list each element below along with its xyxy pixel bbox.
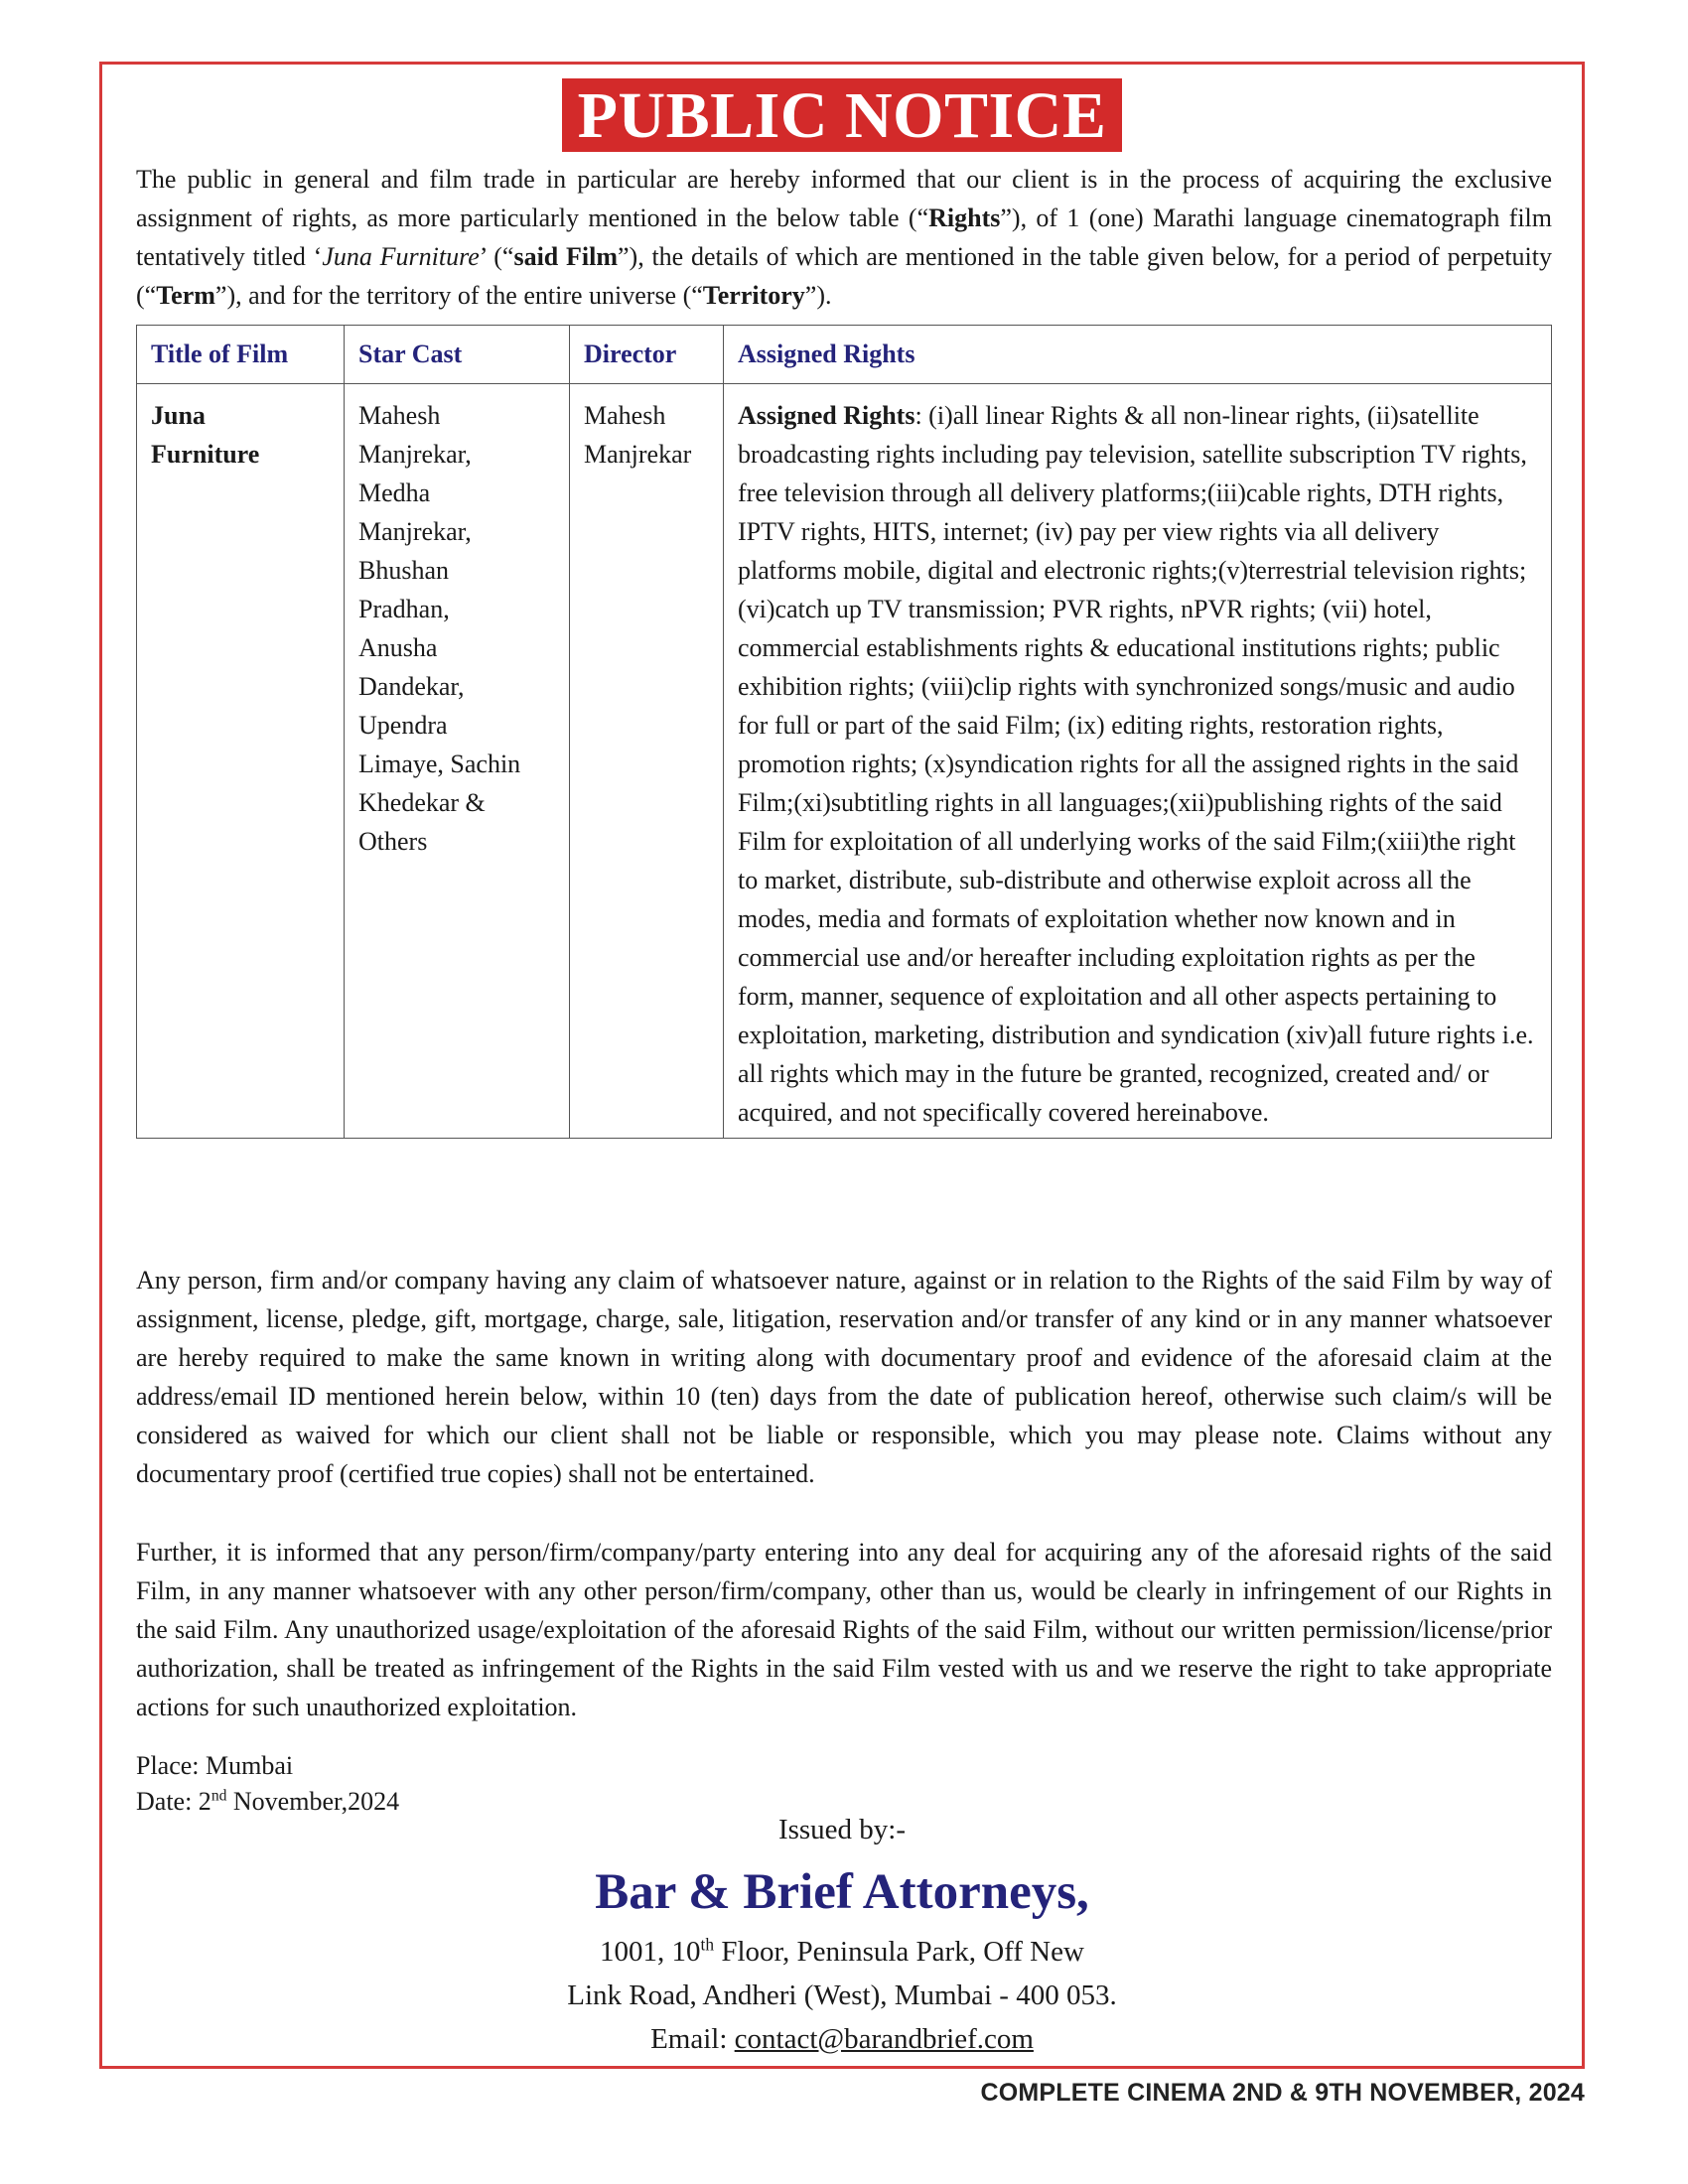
notice-frame: [99, 62, 1585, 2069]
address-line-1-suffix: Floor, Peninsula Park, Off New: [714, 1936, 1084, 1968]
film-title-line: Juna: [151, 401, 206, 430]
cast-line: Mahesh: [358, 401, 441, 430]
date-suffix: November,2024: [226, 1787, 400, 1816]
title-wrap: [102, 78, 1582, 152]
cast-line: Dandekar,: [358, 672, 465, 701]
email-link[interactable]: contact@barandbrief.com: [734, 2023, 1034, 2055]
claims-paragraph: Any person, firm and/or company having any claim of whatsoever nature, against or in relation to the Rights of the said Film by way of assignment, license, pledge, gift, mortgage, charge, sale, litigation, reservation and/or transfer of any kind or in any manner whatsoever are hereby required to make the same known in writing along with documentary proof and evidence of the aforesaid claim at the address/email ID mentioned herein below, within 10 (ten) days from the date of publication hereof, otherwise such claim/s will be considered as waived for which our client shall not be liable or responsible, which you may please note. Claims without any documentary proof (certified true copies) shall not be entertained.: [136, 1266, 1552, 1488]
intro-bold-territory: Territory: [702, 281, 805, 310]
intro-bold-rights: Rights: [928, 204, 1001, 232]
further-paragraph: Further, it is informed that any person/firm/company/party entering into any deal for acquiring any of the aforesaid rights of the said Film, in any manner whatsoever with any other person/firm/company, other than us, would be clearly in infringement of our Rights in the said Film. Any unauthorized usage/exploitation of the aforesaid Rights of the said Film, without our written permission/license/prior authorization, shall be treated as infringement of the Rights in the said Film vested with us and we reserve the right to take appropriate actions for such unauthorized exploitation.: [136, 1538, 1552, 1721]
intro-text-2: ”), of 1 (one) Marathi language cinematograph film tentatively titled ‘: [136, 204, 1552, 271]
cast-line: Others: [358, 827, 428, 856]
date-sup: nd: [211, 1787, 227, 1805]
header-title-of-film: Title of Film: [137, 326, 345, 384]
place-date-block: [136, 1748, 399, 1820]
header-assigned-rights: Assigned Rights: [724, 326, 1552, 384]
cast-line: Anusha: [358, 633, 438, 662]
intro-text-5: ”), and for the territory of the entire universe (“: [214, 281, 703, 310]
header-director: Director: [570, 326, 724, 384]
place: Place: Mumbai: [136, 1751, 294, 1780]
intro-text-6: ”).: [804, 281, 832, 310]
email-line: [650, 2023, 1034, 2055]
intro-bold-said-film: said Film: [513, 242, 619, 271]
intro-bold-term: Term: [156, 281, 215, 310]
header-star-cast: Star Cast: [345, 326, 570, 384]
address-line-1: [600, 1936, 1084, 1968]
address-block: [102, 1930, 1582, 2061]
address-line-1-sup: th: [700, 1934, 715, 1955]
film-title-line: Furniture: [151, 440, 260, 469]
intro-paragraph: [136, 160, 1552, 315]
cast-line: Manjrekar,: [358, 440, 472, 469]
film-title-cell: [137, 384, 345, 1139]
table-header-row: [137, 326, 1552, 384]
notice-title: PUBLIC NOTICE: [562, 78, 1123, 152]
cast-line: Limaye, Sachin: [358, 750, 521, 778]
firm-name: Bar & Brief Attorneys,: [595, 1864, 1089, 1920]
address-line-2: Link Road, Andheri (West), Mumbai - 400 053.: [567, 1979, 1117, 2011]
assigned-rights-text: : (i)all linear Rights & all non-linear rights, (ii)satellite broadcasting rights including pay television, satellite subscription TV rights, free television through all delivery platforms;(iii)cable rights, DTH rights, IPTV rights, HITS, internet; (iv) pay per view rights via all delivery platforms mobile, digital and electronic rights;(v)terrestrial television rights; (vi)catch up TV transmission; PVR rights, nPVR rights; (vii) hotel, commercial establishments rights & educational institutions rights; public exhibition rights; (viii)clip rights with synchronized songs/music and audio for full or part of the said Film; (ix) editing rights, restoration rights, promotion rights; (x)syndication rights for all the assigned rights in the said Film;(xi)subtitling rights in all languages;(xii)publishing rights of the said Film for exploitation of all underlying works of the said Film;(xiii)the right to market, distribute, sub-distribute and otherwise exploit across all the modes, media and formats of exploitation whether now known and in commercial use and/or hereafter including exploitation rights as per the form, manner, sequence of exploitation and all other aspects pertaining to exploitation, marketing, distribution and syndication (xiv)all future rights i.e. all rights which may in the future be granted, recognized, created and/ or acquired, and not specifically covered hereinabove.: [738, 401, 1534, 1127]
director-line: Manjrekar: [584, 440, 692, 469]
issued-by: Issued by:-: [777, 1814, 907, 1845]
rights-table: [136, 325, 1552, 1139]
assigned-rights-label: Assigned Rights: [738, 401, 915, 430]
table-row: [137, 384, 1552, 1139]
intro-text-1: The public in general and film trade in particular are hereby informed that our client is in the process of acquiring the exclusive assignment of rights, as more particularly mentioned in the below table (“: [136, 165, 1552, 232]
intro-text-3: ’ (“: [479, 242, 514, 271]
address-line-1-prefix: 1001, 10: [600, 1936, 701, 1968]
cast-line: Manjrekar,: [358, 517, 472, 546]
cast-line: Medha: [358, 478, 431, 507]
email-label: Email:: [650, 2023, 735, 2055]
date-prefix: Date: 2: [136, 1787, 211, 1816]
publication-footer: COMPLETE CINEMA 2ND & 9TH NOVEMBER, 2024: [980, 2079, 1585, 2107]
intro-film-title: Juna Furniture: [322, 242, 480, 271]
star-cast-cell: [345, 384, 570, 1139]
cast-line: Khedekar &: [358, 788, 486, 817]
cast-line: Upendra: [358, 711, 448, 740]
intro-text-4: ”), the details of which are mentioned in the table given below, for a period of perpetuity (“: [136, 242, 1552, 310]
assigned-rights-cell: [724, 384, 1552, 1139]
director-cell: [570, 384, 724, 1139]
cast-line: Bhushan: [358, 556, 449, 585]
director-line: Mahesh: [584, 401, 666, 430]
cast-line: Pradhan,: [358, 595, 450, 623]
